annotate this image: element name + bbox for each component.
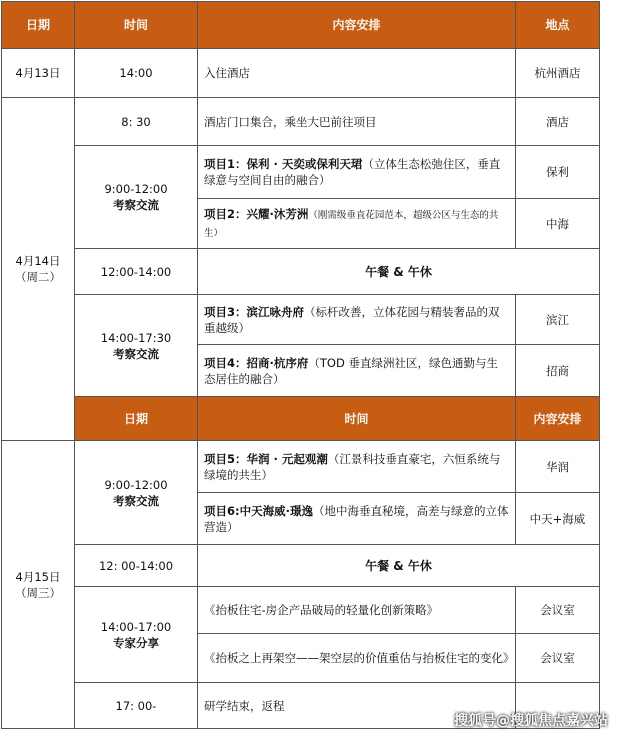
time-cell: [75, 441, 198, 545]
date-cell: [2, 98, 75, 441]
project-desc: （地中海垂直秘境，高差与绿意的立体营造）: [204, 503, 509, 534]
header-content: 内容安排: [516, 397, 600, 441]
content-cell: 《抬板之上再架空——架空层的价值重估与抬板住宅的变化》: [198, 634, 516, 683]
content-cell: [198, 345, 516, 397]
header-content: 内容安排: [198, 2, 516, 49]
schedule-table: [1, 1, 618, 729]
project-title: 项目3：滨江咏舟府: [204, 304, 305, 319]
weekday-text: （周二）: [15, 270, 61, 284]
project-title: 项目1：保利 · 天奕或保利天珺: [204, 157, 363, 171]
project-desc: （立体生态松弛住区，垂直绿意与空间自由的融合）: [204, 157, 501, 187]
location-cell: 酒店: [516, 98, 600, 146]
header-date: 日期: [2, 2, 75, 49]
time-text: 9:00-12:00: [104, 182, 168, 196]
project-title: 项目2：兴耀·沐芳洲: [204, 206, 309, 221]
time-text: 14:00-17:00: [100, 619, 172, 634]
table-row: [2, 98, 600, 146]
table-row: [2, 545, 600, 587]
location-cell: 会议室: [516, 634, 600, 683]
content-cell: 入住酒店: [198, 49, 516, 98]
time-cell: [75, 587, 198, 683]
table-row: [2, 249, 600, 295]
watermark: 搜狐号@搜狐焦点嘉兴站: [454, 713, 608, 729]
location-cell: 华润: [516, 441, 600, 493]
date-cell: 4月13日: [2, 49, 75, 98]
content-cell: [198, 146, 516, 199]
time-cell: 8: 30: [75, 98, 198, 146]
table-row: [2, 146, 600, 199]
time-cell: 14:00: [75, 49, 198, 98]
time-cell: 12:00-14:00: [75, 249, 198, 295]
activity-label: 专家分享: [113, 635, 159, 650]
header-time: 时间: [75, 2, 198, 49]
content-cell: [198, 295, 516, 345]
header-row: 日期 时间 内容安排 地点: [2, 397, 600, 441]
header-date: 日期: [75, 397, 198, 441]
location-cell: 杭州酒店: [516, 49, 600, 98]
date-text: 4月14日: [15, 254, 61, 268]
content-cell: 研学结束，返程: [198, 683, 516, 729]
content-cell: 酒店门口集合，乘坐大巴前往项目: [198, 98, 516, 146]
date-text: 4月15日: [15, 569, 61, 584]
time-cell: [75, 146, 198, 249]
content-cell: [198, 493, 516, 545]
project-title: 项目6:中天海威·璟逸: [204, 503, 313, 518]
time-text: 14:00-17:30: [100, 330, 172, 345]
activity-label: 考察交流: [113, 493, 159, 508]
location-cell: 滨江: [516, 295, 600, 345]
project-title: 项目5：华润 · 元起观潮: [204, 451, 328, 466]
time-text: 9:00-12:00: [104, 477, 168, 492]
header-row: [2, 2, 600, 49]
content-cell: [198, 441, 516, 493]
lunch-cell: 午餐 & 午休: [198, 249, 600, 295]
project-desc: （TOD 垂直绿洲社区，绿色通勤与生态居住的融合）: [204, 355, 498, 386]
location-cell: 中天+海威: [516, 493, 600, 545]
table-row: [2, 49, 600, 98]
content-cell: [198, 199, 516, 249]
time-cell: 17: 00-: [75, 683, 198, 729]
time-cell: 12: 00-14:00: [75, 545, 198, 587]
lunch-cell: 午餐 & 午休: [198, 545, 600, 587]
location-cell: 中海: [516, 199, 600, 249]
project-title: 项目4：招商·杭序府: [204, 355, 309, 370]
project-desc: （刚需级垂直花园范本，超级公区与生态的共生）: [204, 209, 499, 239]
time-cell: [75, 295, 198, 397]
project-desc: （标杆改善，立体花园与精装奢品的双重越级）: [204, 304, 500, 335]
header-time: 时间: [198, 397, 516, 441]
location-cell: 保利: [516, 146, 600, 199]
location-cell: 会议室: [516, 587, 600, 634]
date-cell: [2, 441, 75, 729]
table-row: [2, 587, 600, 634]
activity-label: 考察交流: [113, 198, 159, 212]
content-cell: 《抬板住宅-房企产品破局的轻量化创新策略》: [198, 587, 516, 634]
header-location: 地点: [516, 2, 600, 49]
activity-label: 考察交流: [113, 346, 159, 361]
weekday-text: （周三）: [15, 585, 61, 600]
location-cell: 招商: [516, 345, 600, 397]
table-row: [2, 441, 600, 493]
project-desc: （江景科技垂直豪宅，六恒系统与绿境的共生）: [204, 451, 501, 482]
table-row: [2, 295, 600, 345]
